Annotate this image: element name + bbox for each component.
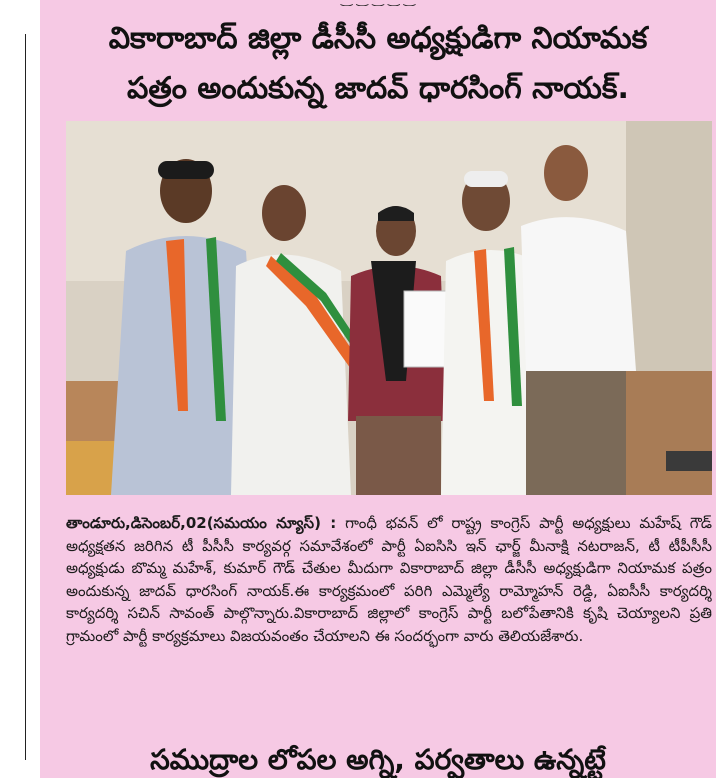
- news-article: [40, 0, 716, 778]
- headline: [40, 14, 716, 114]
- dateline: తాండూరు,డిసెంబర్,02(సమయం న్యూస్) :: [66, 514, 337, 532]
- news-photo: [66, 121, 712, 495]
- left-column-margin: [0, 0, 40, 778]
- headline-line-1: వికారాబాద్ జిల్లా డీసీసీ అధ్యక్షుడిగా నియామక: [108, 21, 648, 56]
- photo-illustration: [66, 121, 712, 495]
- article-body-text: గాంధీ భవన్ లో రాష్ట్ర కాంగ్రెస్ పార్టీ అధ్యక్షులు మహేష్ గౌడ్ అధ్యక్షతన జరిగిన టీ పీసీసీ కార్యవర్గ సమావేశంలో పార్టీ ఏఐసిసి ఇన్ ఛార్జ్ మీనాక్షి నటరాజన్, టీ టీపీసీసీ అధ్యక్షుడు బొమ్మ మహేశ్, కుమార్ గౌడ్ చేతుల మీదుగా వికారాబాద్ జిల్లా డీసీసీ అధ్యక్షుడిగా నియామక పత్రం అందుకున్న జాదవ్ ధారసింగ్ నాయక్.ఈ కార్యక్రమంలో పరిగి ఎమ్మెల్యే రామ్మోహన్ రెడ్డి, ఏఐసీసీ కార్యదర్శి కార్యదర్శి సచిన్ సావంత్ పాల్గొన్నారు.వికారాబాద్ జిల్లాలో కాంగ్రెస్ పార్టీ బలోపేతానికి కృషి చెయ్యాలని ప్రతి గ్రామంలో పార్టీ కార్యక్రమాలు విజయవంతం చేయాలని ఈ సందర్భంగా వారు తెలియజేశారు.: [66, 514, 712, 645]
- previous-line-cropped: [40, 0, 716, 6]
- next-article-headline: సముద్రాల లోపల అగ్ని, పర్వతాలు ఉన్నట్టే: [150, 743, 606, 776]
- headline-line-2: పత్రం అందుకున్న జాదవ్ ధారసింగ్ నాయక్.: [127, 71, 629, 106]
- article-body: [66, 512, 712, 647]
